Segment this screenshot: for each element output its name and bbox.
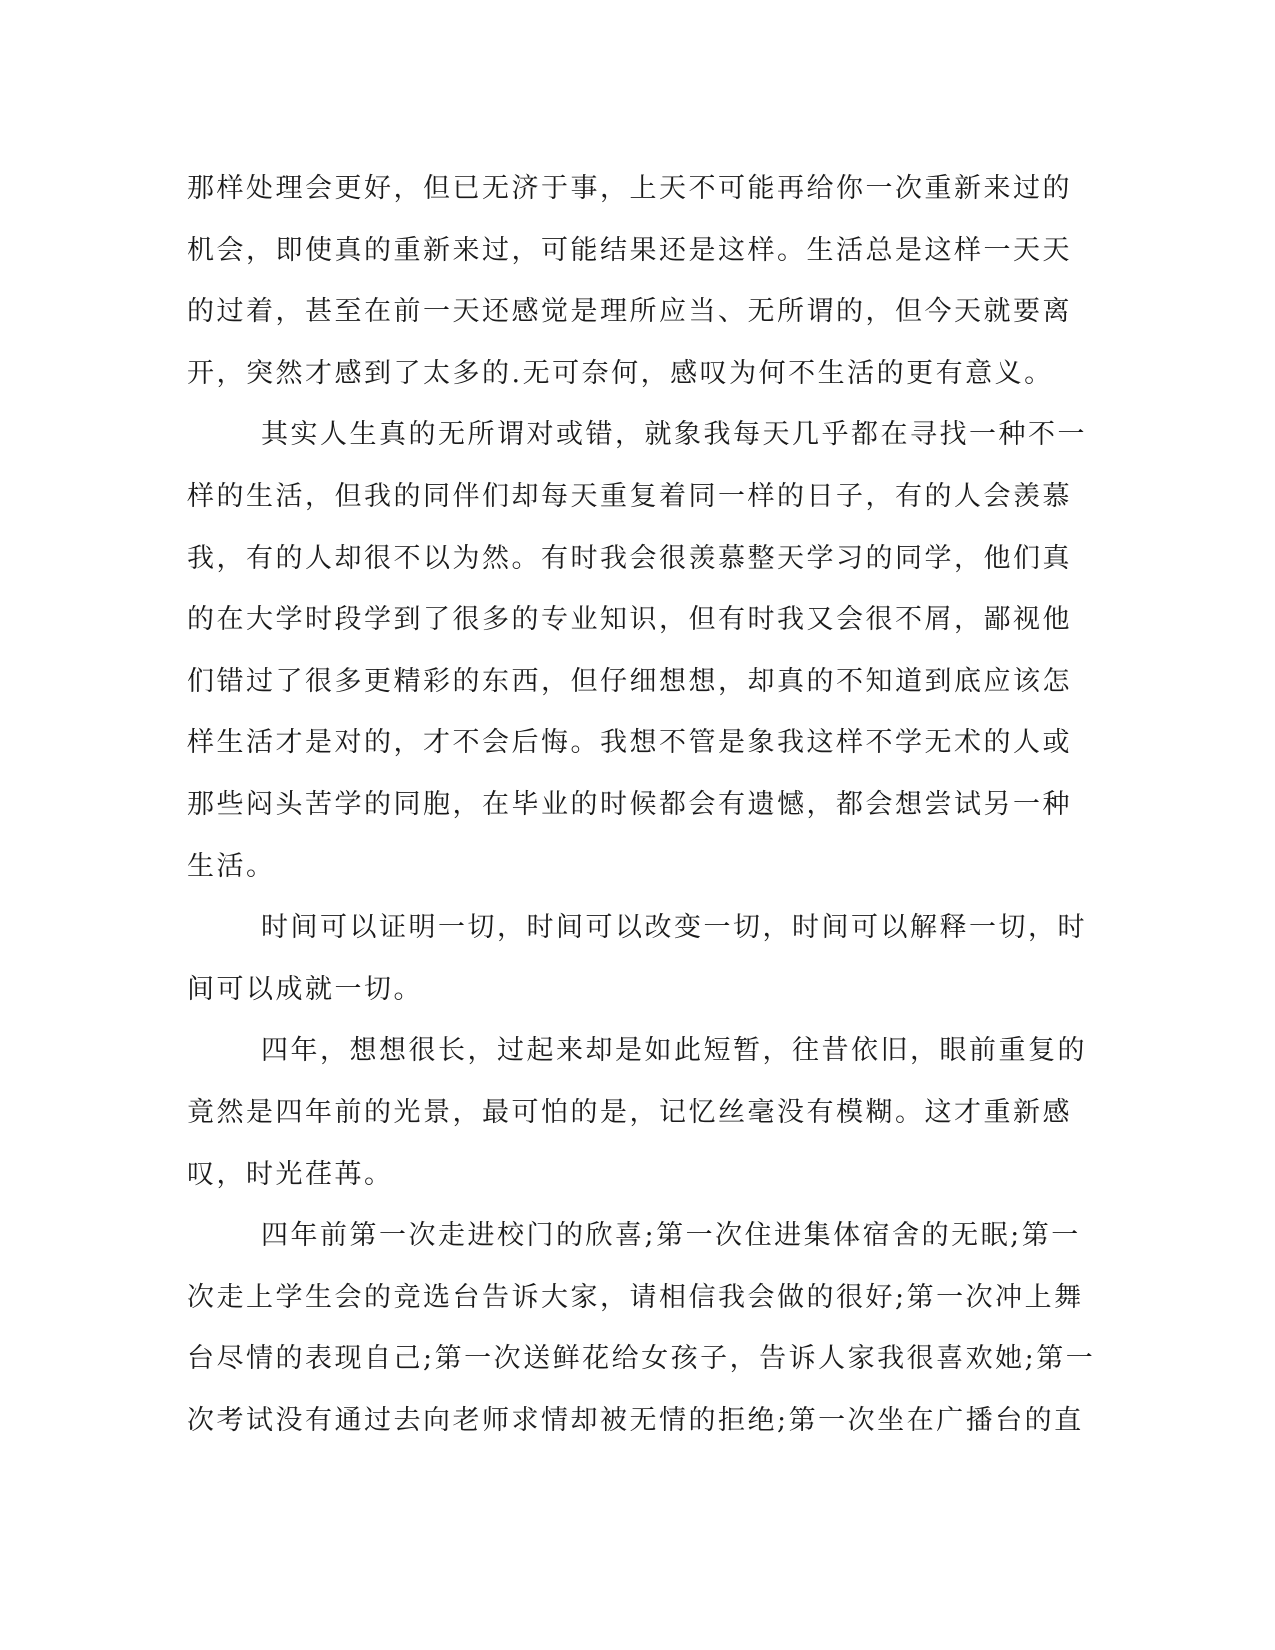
paragraph-4-line-2: 竟然是四年前的光景，最可怕的是，记忆丝毫没有模糊。这才重新感 [187,1096,1072,1128]
paragraph-2-line-7: 那些闷头苦学的同胞，在毕业的时候都会有遗憾，都会想尝试另一种 [187,788,1072,820]
paragraph-4-line-1: 四年，想想很长，过起来却是如此短暂，往昔依旧，眼前重复的 [261,1035,1087,1067]
paragraph-1-line-2: 机会，即使真的重新来过，可能结果还是这样。生活总是这样一天天 [187,234,1072,266]
paragraph-3-line-2: 间可以成就一切。 [187,973,423,1005]
paragraph-2-line-4: 的在大学时段学到了很多的专业知识，但有时我又会很不屑，鄙视他 [187,604,1072,636]
paragraph-3-line-1: 时间可以证明一切，时间可以改变一切，时间可以解释一切，时 [261,912,1087,944]
paragraph-2-line-6: 样生活才是对的，才不会后悔。我想不管是象我这样不学无术的人或 [187,727,1072,759]
paragraph-2-line-8: 生活。 [187,850,276,882]
document-body [187,158,1096,1451]
paragraph-2-line-5: 们错过了很多更精彩的东西，但仔细想想，却真的不知道到底应该怎 [187,665,1072,697]
paragraph-4-line-3: 叹，时光荏苒。 [187,1158,394,1190]
paragraph-2-line-1: 其实人生真的无所谓对或错，就象我每天几乎都在寻找一种不一 [261,419,1087,451]
paragraph-5-line-1: 四年前第一次走进校门的欣喜;第一次住进集体宿舍的无眠;第一 [261,1220,1081,1252]
paragraph-1-line-1: 那样处理会更好，但已无济于事，上天不可能再给你一次重新来过的 [187,173,1072,204]
paragraph-2-line-2: 样的生活，但我的同伴们却每天重复着同一样的日子，有的人会羡慕 [187,480,1072,512]
paragraph-5-line-3: 台尽情的表现自己;第一次送鲜花给女孩子，告诉人家我很喜欢她;第一 [187,1343,1096,1375]
paragraph-5-line-4: 次考试没有通过去向老师求情却被无情的拒绝;第一次坐在广播台的直 [187,1404,1084,1436]
paragraph-1-line-3: 的过着，甚至在前一天还感觉是理所应当、无所谓的，但今天就要离 [187,296,1072,328]
paragraph-1-line-4: 开，突然才感到了太多的.无可奈何，感叹为何不生活的更有意义。 [187,357,1054,389]
paragraph-2-line-3: 我，有的人却很不以为然。有时我会很羡慕整天学习的同学，他们真 [187,542,1072,574]
paragraph-5-line-2: 次走上学生会的竞选台告诉大家，请相信我会做的很好;第一次冲上舞 [187,1281,1084,1313]
